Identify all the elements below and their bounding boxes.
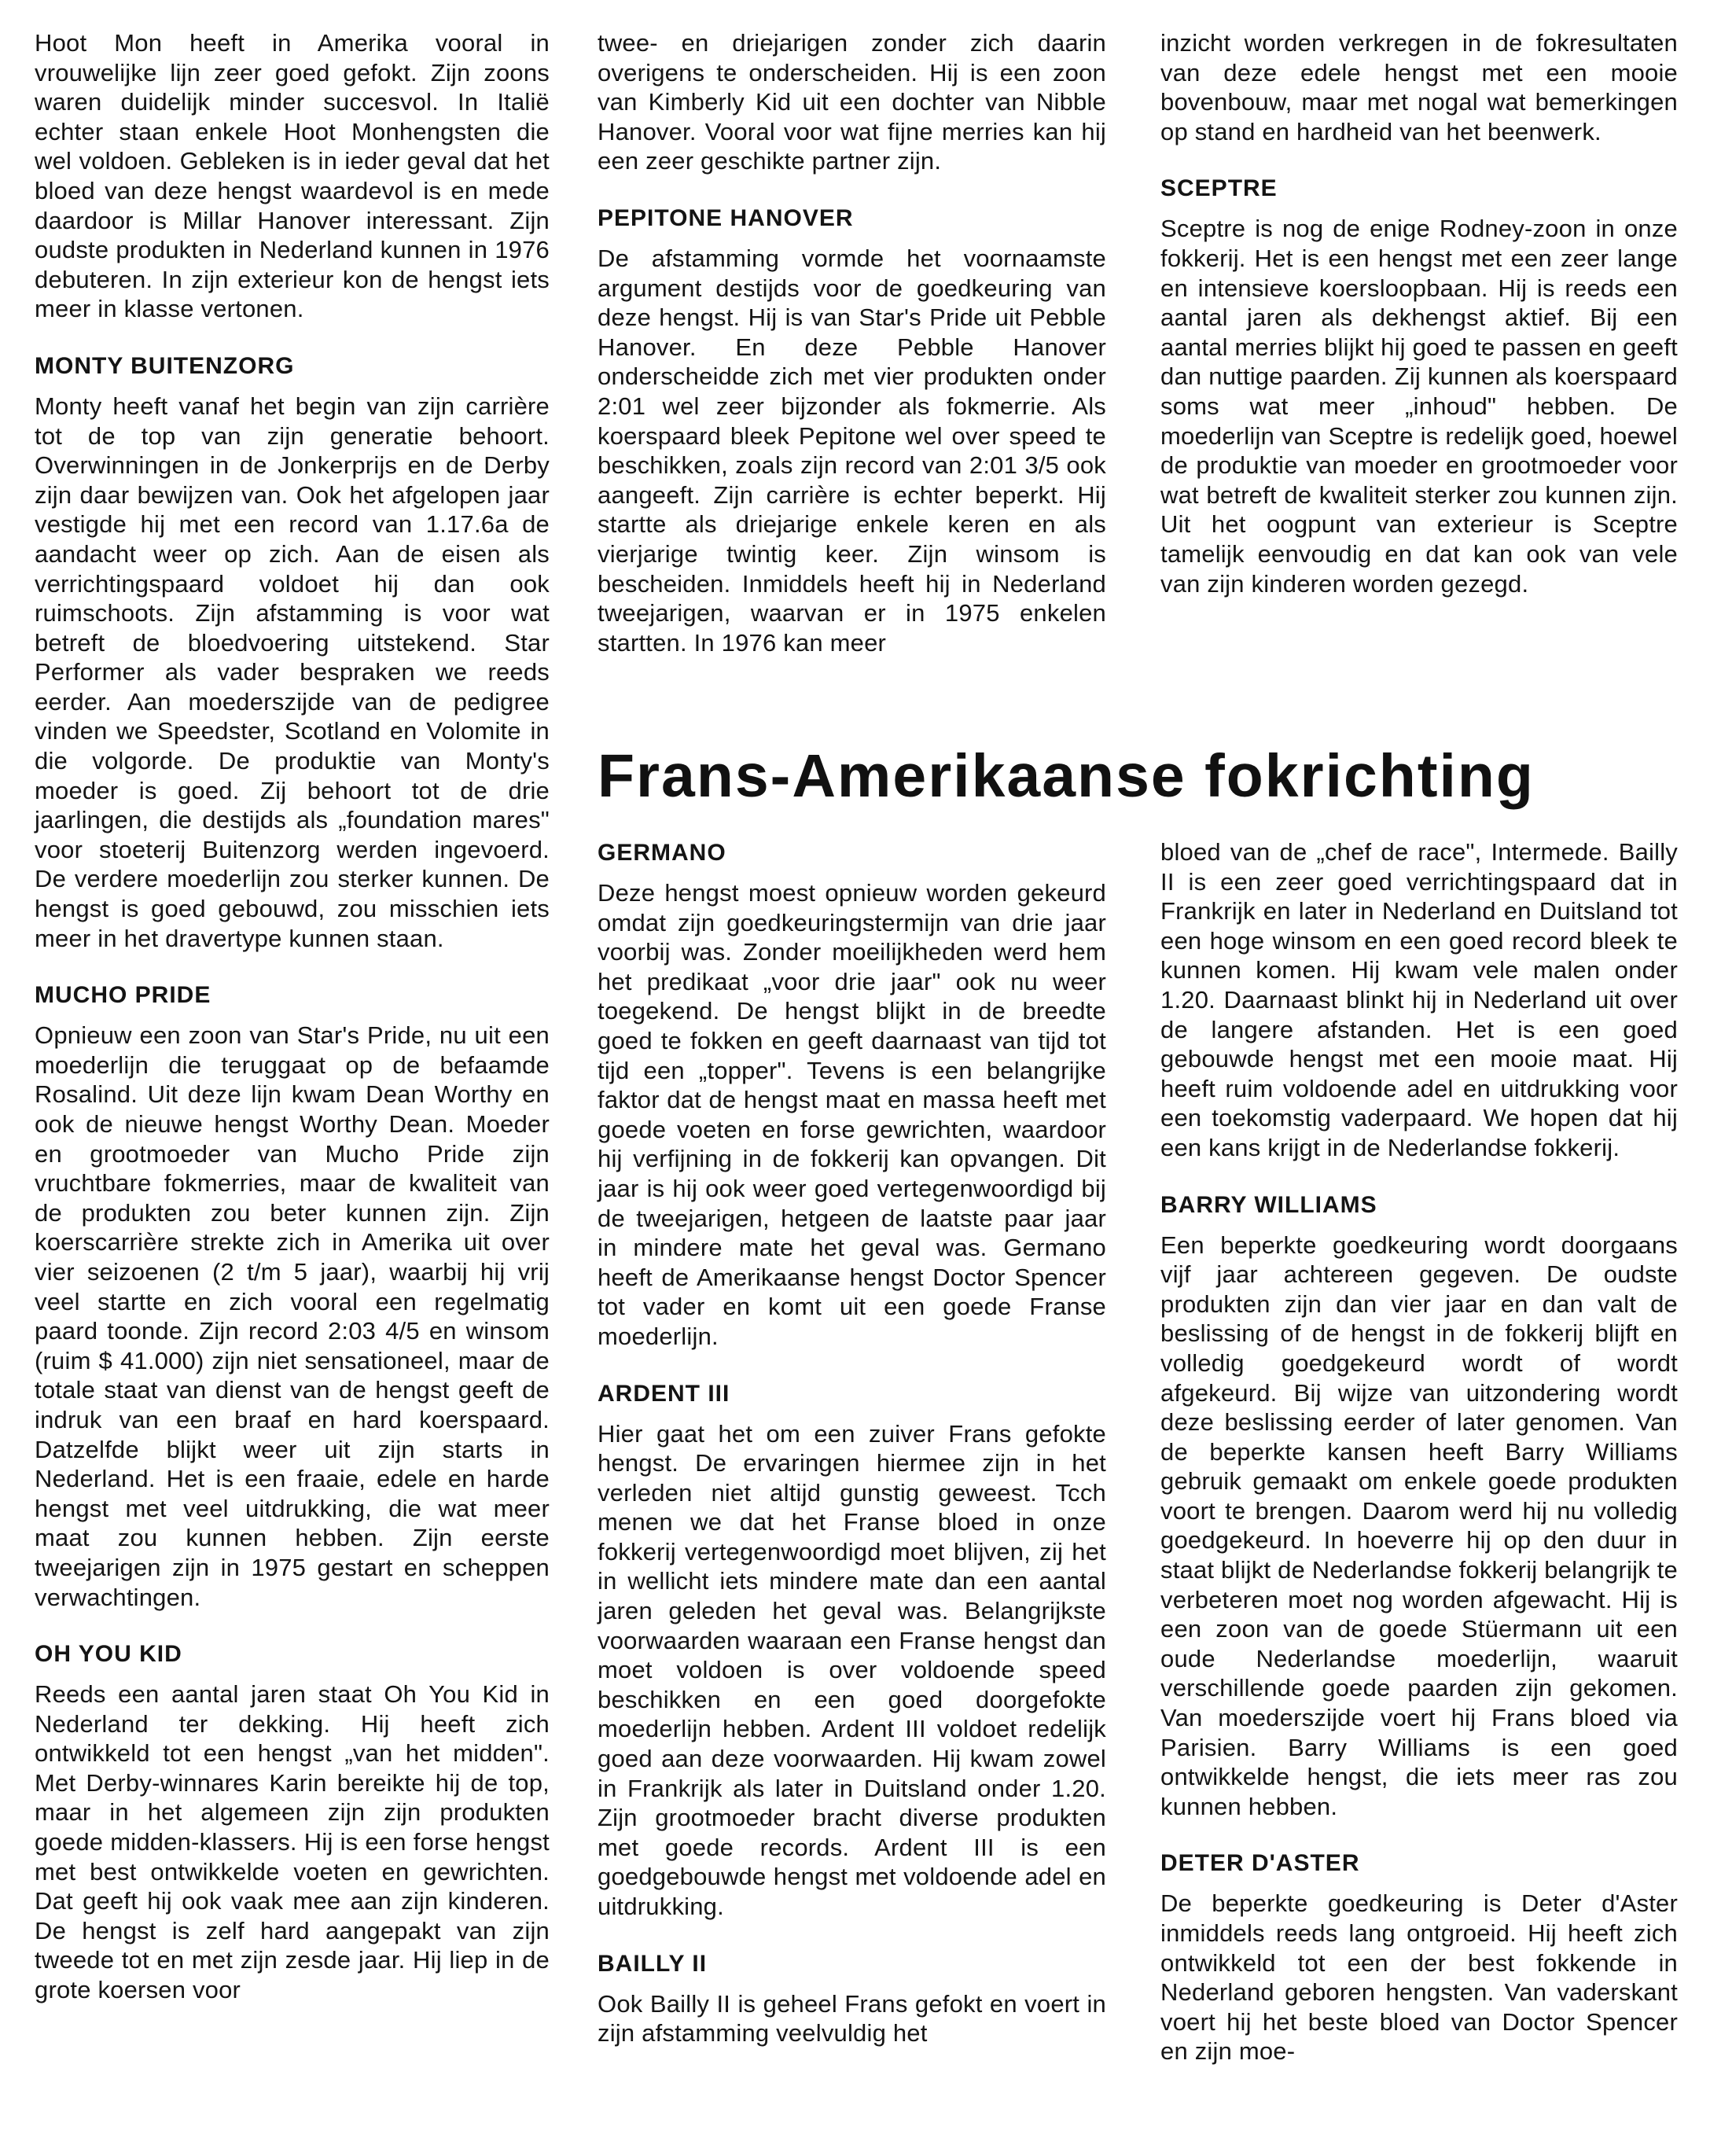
section-heading: SCEPTRE: [1160, 175, 1278, 202]
intro-paragraph: bloed van de „chef de race", Intermede. Bailly II is een zeer goed verrichtingspaard dat in Frankrijk en later in Nederland en Duitsland tot een hoge winsom en een goed record bleek te kunnen komen. Hij kwam vele malen onder 1.20. Daarnaast blinkt hij in Nederland uit over de langere afstanden. Het is een goed gebouwde hengst met een mooie maat. Hij heeft ruim voldoende adel en uitdrukking voor een toekomstig vaderpaard. We hopen dat hij een kans krijgt in de Nederlandse fokkerij.: [1160, 838, 1678, 1161]
section-text: Reeds een aantal jaren staat Oh You Kid in Nederland ter dekking. Hij heeft zich ontwikkeld tot een hengst „van het midden". Met Derby-winnares Karin bereikte hij de top, maar in het algemeen zijn zijn produkten goede midden-klassers. Hij is een forse hengst met best ontwikkelde voeten en gewrichten. Dat geeft hij ook vaak mee aan zijn kinderen. De hengst is zelf hard aangepakt van zijn tweede tot en met zijn zesde jaar. Hij liep in de grote koersen voor: [35, 1680, 550, 2004]
column-2-top: [598, 28, 1106, 684]
section-text: Hier gaat het om een zuiver Frans gefokte hengst. De ervaringen hiermee zijn in het verleden niet altijd gunstig geweest. Tcch menen we dat het Franse bloed in onze fokkerij vertegenwoordigd moet blijven, zij het in wellicht iets mindere mate dan een aantal jaren geleden het geval was. Belangrijkste voorwaarden waaraan een Franse hengst dan moet voldoen is over voldoende speed beschikken en een goed doorgefokte moederlijn hebben. Ardent III voldoet redelijk goed aan deze voorwaarden. Hij kwam zowel in Frankrijk als later in Duitsland onder 1.20. Zijn grootmoeder bracht diverse produkten met goede records. Ardent III is een goedgebouwde hengst met voldoende adel en uitdrukking.: [598, 1419, 1106, 1920]
column-1: [35, 28, 550, 2032]
section-text: Deze hengst moest opnieuw worden gekeurd omdat zijn goedkeuringstermijn van drie jaar voorbij was. Zonder moeilijkheden werd hem het predikaat „voor drie jaar" ook nu weer toegekend. De hengst blijkt in de breedte goed te fokken en geeft daarnaast van tijd tot tijd een „topper". Tevens is een belangrijke faktor dat de hengst maat en massa heeft met goede voeten en forse gewrichten, waardoor hij verfijning in de fokkerij kan opvangen. Dit jaar is hij ook weer goed vertegenwoordigd bij de tweejarigen, hetgeen de laatste paar jaar in mindere mate het geval was. Germano heeft de Amerikaanse hengst Doctor Spencer tot vader en komt uit een goede Franse moederlijn.: [598, 879, 1106, 1350]
section-heading: BARRY WILLIAMS: [1160, 1191, 1377, 1218]
section-monty-buitenzorg: [35, 351, 550, 953]
section-bailly-ii: [598, 1948, 1106, 2048]
section-text: Monty heeft vanaf het begin van zijn carrière tot de top van zijn generatie behoort. Overwinningen in de Jonkerprijs en de Derby zijn daar bewijzen van. Ook het afgelopen jaar vestigde hij met een record van 1.17.6a de aandacht weer op zich. Aan de eisen als verrichtingspaard voldoet hij dan ook ruimschoots. Zijn afstamming is voor wat betreft de bloedvoering uitstekend. Star Performer als vader bespraken we reeds eerder. Aan moederszijde van de pedigree vinden we Speedster, Scotland en Volomite in die volgorde. De produktie van Monty's moeder is goed. Zij behoort tot de drie jaarlingen, die destijds als „foundation mares" voor stoeterij Buitenzorg werden ingevoerd. De verdere moederlijn zou sterker kunnen. De hengst is goed gebouwd, zou misschien iets meer in het dravertype kunnen staan.: [35, 392, 550, 952]
intro-paragraph: inzicht worden verkregen in de fokresultaten van deze edele hengst met een mooie bovenbouw, maar met nogal wat bemerkingen op stand en hardheid van het beenwerk.: [1160, 29, 1678, 145]
section-heading: MUCHO PRIDE: [35, 982, 211, 1009]
section-text: Opnieuw een zoon van Star's Pride, nu uit een moederlijn die teruggaat op de befaamde Rosalind. Uit deze lijn kwam Dean Worthy en ook de nieuwe hengst Worthy Dean. Moeder en grootmoeder van Mucho Pride zijn vruchtbare fokmerries, maar de kwaliteit van de produkten zou beter kunnen zijn. Zijn koerscarrière strekte zich in Amerika uit over vier seizoenen (2 t/m 5 jaar), waarbij hij vrij veel startte en zich vooral een regelmatig paard toonde. Zijn record 2:03 4/5 en winsom (ruim $ 41.000) zijn niet sensationeel, maar de totale staat van dienst van de hengst geeft de indruk van een braaf en hard koerspaard. Datzelfde blijkt weer uit zijn starts in Nederland. Het is een fraaie, edele en harde hengst met veel uitdrukking, die wat meer maat zou kunnen hebben. Zijn eerste tweejarigen zijn in 1975 gestart en scheppen verwachtingen.: [35, 1021, 550, 1611]
intro-section: [1160, 837, 1678, 1163]
section-deter-daster: [1160, 1848, 1678, 2066]
section-heading: PEPITONE HANOVER: [598, 204, 854, 231]
intro-section: [35, 28, 550, 324]
section-heading: DETER D'ASTER: [1160, 1850, 1360, 1877]
section-oh-you-kid: [35, 1639, 550, 2005]
column-2-bottom: [598, 837, 1106, 2075]
section-text: Sceptre is nog de enige Rodney-zoon in onze fokkerij. Het is een hengst met een zeer lange en intensieve koersloopbaan. Hij is reeds een aantal jaren als dekhengst aktief. Bij een aantal merries blijkt hij goed te passen en geeft dan nuttige paarden. Zij kunnen als koerspaard soms wat meer „inhoud" hebben. De moederlijn van Sceptre is redelijk goed, hoewel de produktie van moeder en grootmoeder voor wat betreft de kwaliteit sterker zou kunnen zijn. Uit het oogpunt van exterieur is Sceptre tamelijk eenvoudig en dat kan ook van vele van zijn kinderen worden gezegd.: [1160, 215, 1678, 598]
intro-paragraph: Hoot Mon heeft in Amerika vooral in vrouwelijke lijn zeer goed gefokt. Zijn zoons waren duidelijk minder succesvol. In Italië echter staan enkele Hoot Monhengsten die wel voldoen. Gebleken is in ieder geval dat het bloed van deze hengst waardevol is en mede daardoor is Millar Hanover interessant. Zijn oudste produkten in Nederland kunnen in 1976 debuteren. In zijn exterieur kon de hengst iets meer in klasse vertonen.: [35, 29, 550, 323]
article-title: Frans-Amerikaanse fokrichting: [598, 742, 1535, 810]
section-text: Een beperkte goedkeuring wordt doorgaans vijf jaar achtereen gegeven. De oudste produkten zijn dan vier jaar en dan valt de beslissing of de hengst in de fokkerij blijft en volledig goedgekeurd wordt of wordt afgekeurd. Bij wijze van uitzondering wordt deze beslissing eerder of later genomen. Van de beperkte kansen heeft Barry Williams gebruik gemaakt om enkele goede produkten voort te brengen. Daarom werd hij nu volledig goedgekeurd. In hoeverre hij op den duur in staat blijkt de Nederlandse fokkerij belangrijk te verbeteren moet nog worden afgewacht. Hij is een zoon van de goede Stüermann uit een oude Nederlandse moederlijn, waaruit verschillende goede paarden zijn gekomen. Van moederszijde voert hij Frans bloed via Parisien. Barry Williams is een goed ontwikkelde hengst, die iets meer ras zou kunnen hebben.: [1160, 1231, 1678, 1820]
intro-paragraph: twee- en driejarigen zonder zich daarin overigens te onderscheiden. Hij is een zoon van Kimberly Kid uit een dochter van Nibble Hanover. Vooral voor wat fijne merries kan hij een zeer geschikte partner zijn.: [598, 29, 1106, 175]
intro-section: [1160, 28, 1678, 146]
section-heading: OH YOU KID: [35, 1641, 182, 1668]
section-text: De afstamming vormde het voornaamste argument destijds voor de goedkeuring van deze hengst. Hij is van Star's Pride uit Pebble Hanover. En deze Pebble Hanover onderscheidde zich met vier produkten onder 2:01 wel zeer bijzonder als fokmerrie. Als koerspaard bleek Pepitone wel over speed te beschikken, zoals zijn record van 2:01 3/5 ook aangeeft. Zijn carrière is echter beperkt. Hij startte als driejarige enkele keren en als vierjarige twintig keer. Zijn winsom is bescheiden. Inmiddels heeft hij in Nederland tweejarigen, waarvan er in 1975 enkelen startten. In 1976 kan meer: [598, 244, 1106, 657]
section-heading: GERMANO: [598, 840, 726, 866]
section-mucho-pride: [35, 980, 550, 1612]
intro-section: [598, 28, 1106, 176]
section-heading: BAILLY II: [598, 1950, 708, 1977]
section-germano: [598, 837, 1106, 1352]
section-pepitone-hanover: [598, 203, 1106, 657]
section-barry-williams: [1160, 1190, 1678, 1822]
section-heading: ARDENT III: [598, 1380, 730, 1407]
section-sceptre: [1160, 173, 1678, 598]
section-ardent-iii: [598, 1378, 1106, 1922]
section-text: De beperkte goedkeuring is Deter d'Aster inmiddels reeds lang ontgroeid. Hij heeft zich ontwikkeld tot een der best fokkende in Nederland geboren hengsten. Van vaderskant voert hij het beste bloed van Doctor Spencer en zijn moe-: [1160, 1889, 1678, 2066]
column-3-bottom: [1160, 837, 1678, 2093]
section-heading: MONTY BUITENZORG: [35, 352, 295, 379]
section-text: Ook Bailly II is geheel Frans gefokt en voert in zijn afstamming veelvuldig het: [598, 1989, 1106, 2047]
column-3-top: [1160, 28, 1678, 625]
